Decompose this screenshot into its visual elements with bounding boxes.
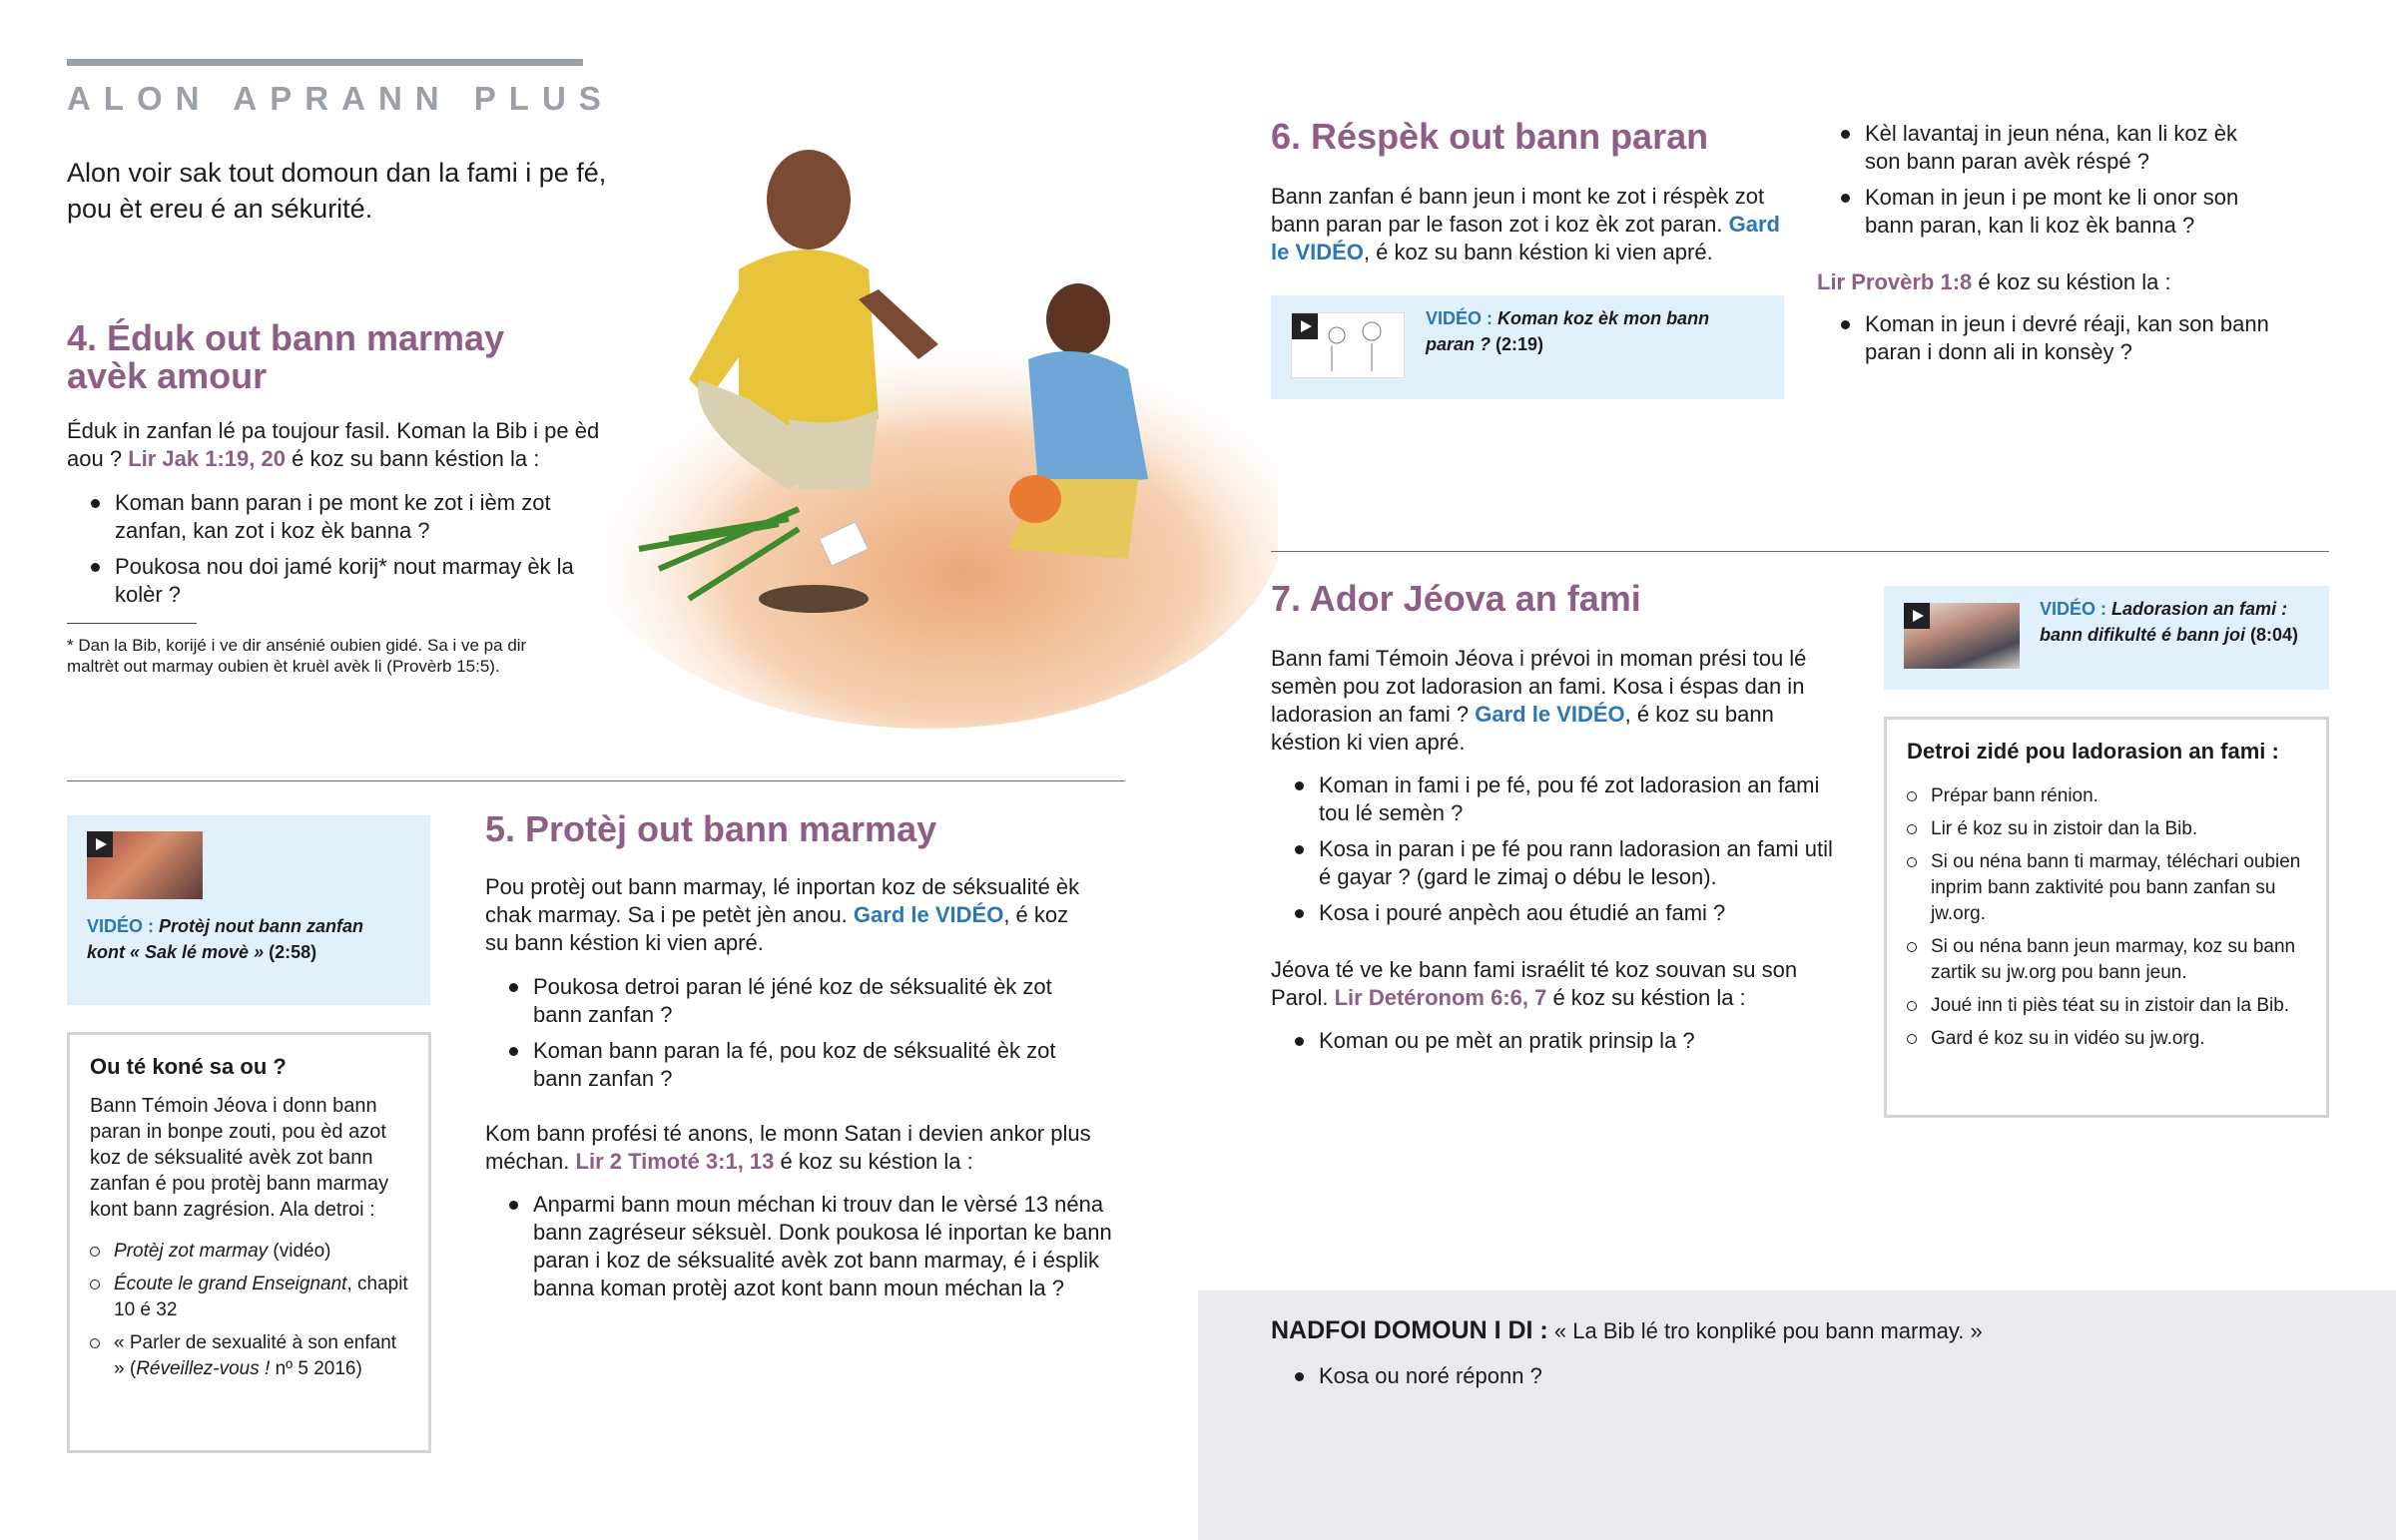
video-thumbnail[interactable] [1904, 603, 2020, 669]
section-4-title: 4. Éduk out bann marmay avèk amour [67, 317, 505, 396]
list-item: Kosa ou noré réponn ? [1271, 1362, 2070, 1390]
list-item: Koman in fami i pe fé, pou fé zot ladorasion an fami tou lé semèn ? [1271, 771, 1840, 827]
section-4-text-end: é koz su bann késtion la : [292, 446, 540, 471]
section-7-title: 7. Ador Jéova an fami [1271, 578, 1641, 619]
objection-panel [1198, 1290, 2396, 1540]
video-duration: (2:58) [269, 942, 317, 962]
list-item: Poukosa nou doi jamé korij* nout marmay èk la kolèr ? [67, 553, 586, 609]
list-item: Koman bann paran i pe mont ke zot i ièm zot zanfan, kan zot i koz èk banna ? [67, 489, 586, 545]
list-item: Joué inn ti piès téat su in zistoir dan la Bib. [1907, 993, 2306, 1019]
kicker-bar [67, 59, 583, 66]
list-item: « Parler de sexualité à son enfant » (Réveillez-vous ! nº 5 2016) [90, 1330, 408, 1382]
video-link[interactable]: Gard le VIDÉO [853, 902, 1004, 927]
box-title: Detroi zidé pou ladorasion an fami : [1907, 739, 2279, 764]
section-7-paragraph-2: Jéova té ve ke bann fami israélit té koz souvan su son Parol. Lir Detéronom 6:6, 7 é koz su késtion la : [1271, 957, 1798, 1010]
section-7-questions [1271, 771, 1840, 935]
section-5-questions [485, 973, 1084, 1101]
section-5-questions-2 [485, 1191, 1124, 1310]
section-6-questions [1817, 120, 2276, 248]
father-son-illustration [539, 130, 1278, 729]
list-item: Kosa in paran i pe fé pou rann ladorasion an fami util é gayar ? (gard le zimaj o débu le leson). [1271, 835, 1840, 891]
section-7-reference-link[interactable]: Lir Detéronom 6:6, 7 [1334, 985, 1547, 1010]
list-item: Écoute le grand Enseignant, chapit 10 é 32 [90, 1272, 408, 1323]
divider [67, 780, 1125, 781]
list-item: Koman in jeun i devré réaji, kan son bann paran i donn ali in konsèy ? [1817, 310, 2276, 366]
list-item: Koman ou pe mèt an pratik prinsip la ? [1271, 1027, 1840, 1055]
objection-quote: « La Bib lé tro konpliké pou bann marmay. » [1553, 1318, 1983, 1343]
play-icon[interactable] [87, 831, 113, 857]
list-item: Koman bann paran la fé, pou koz de séksualité èk zot bann zanfan ? [485, 1037, 1084, 1093]
video-card-respek[interactable] [1271, 295, 1784, 399]
box-text: Bann Témoin Jéova i donn bann paran in bonpe zouti, pou èd azot koz de séksualité avèk zot bann zanfan é pou protèj bann marmay kont bann zagrésion. Ala detroi : [90, 1095, 389, 1221]
video-label: VIDÉO : Koman koz èk mon bann paran ? (2:19) [1426, 308, 1710, 354]
play-icon[interactable] [1904, 603, 1930, 629]
list-item: Koman in jeun i pe mont ke li onor son bann paran, kan li koz èk banna ? [1817, 184, 2276, 240]
intro-text: Alon voir sak tout domoun dan la fami i pe fé, pou èt ereu é an sékurité. [67, 158, 607, 224]
list-item: Si ou néna bann ti marmay, téléchari oubien inprim bann zaktivité pou bann zanfan su jw.org. [1907, 849, 2306, 927]
section-4-reference-link[interactable]: Lir Jak 1:19, 20 [128, 446, 286, 471]
video-card-ladorasion[interactable] [1884, 586, 2329, 690]
video-thumbnail[interactable] [87, 831, 203, 899]
ideas-list [1907, 783, 2306, 1052]
kicker-title: ALON APRANN PLUS [67, 80, 614, 117]
objection-label: NADFOI DOMOUN I DI : [1271, 1316, 1548, 1344]
section-6-reference-line: Lir Provèrb 1:8 é koz su késtion la : [1817, 269, 2171, 294]
box-resource-list [90, 1239, 408, 1382]
section-4-text: Éduk in zanfan lé pa toujour fasil. Koman la Bib i pe èd aou ? [67, 418, 600, 471]
list-item: Protèj zot marmay (vidéo) [90, 1239, 408, 1265]
section-5-intro: Pou protèj out bann marmay, lé inportan koz de séksualité èk chak marmay. Sa i pe petèt jèn anou. Gard le VIDÉO, é koz su bann késtion ki vien apré. [485, 874, 1080, 955]
section-7-questions-2 [1271, 1027, 1840, 1063]
did-you-know-box [67, 1032, 431, 1453]
list-item: Kèl lavantaj in jeun néna, kan li koz èk son bann paran avèk réspé ? [1817, 120, 2276, 176]
video-title: Protèj nout bann zanfan kont « Sak lé movè » [87, 916, 364, 962]
objection-questions [1271, 1362, 2070, 1398]
footnote: * Dan la Bib, korijé i ve dir ansénié oubien gidé. Sa i ve pa dir maltrèt out marmay oubien èt kruèl avèk li (Provèrb 15:5). [67, 636, 527, 676]
box-title: Ou té koné sa ou ? [90, 1054, 287, 1079]
list-item: Lir é koz su in zistoir dan la Bib. [1907, 816, 2306, 842]
video-link[interactable]: Gard le VIDÉO [1475, 702, 1625, 727]
list-item: Anparmi bann moun méchan ki trouv dan le vèrsé 13 néna bann zagréseur séksuèl. Donk poukosa lé inportan ke bann paran i koz de séksualité avèk zot bann marmay, é i ésplik banna koman protèj azot kont bann moun méchan la ? [485, 1191, 1124, 1302]
family-worship-ideas-box [1884, 717, 2329, 1118]
section-4-questions [67, 489, 586, 617]
video-link[interactable]: Gard le VIDÉO [1271, 212, 1780, 264]
section-5-reference-link[interactable]: Lir 2 Timoté 3:1, 13 [575, 1149, 775, 1174]
list-item: Prépar bann rénion. [1907, 783, 2306, 809]
section-6-questions-2 [1817, 310, 2276, 374]
divider [1271, 551, 2329, 552]
video-card-protej[interactable] [67, 815, 430, 1005]
list-item: Poukosa detroi paran lé jéné koz de séksualité èk zot bann zanfan ? [485, 973, 1084, 1029]
list-item: Gard é koz su in vidéo su jw.org. [1907, 1026, 2306, 1052]
section-6-title: 6. Réspèk out bann paran [1271, 116, 1709, 157]
section-6-intro: Bann zanfan é bann jeun i mont ke zot i réspèk zot bann paran par le fason zot i koz èk zot paran. Gard le VIDÉO, é koz su bann késtion ki vien apré. [1271, 184, 1780, 264]
video-thumbnail[interactable] [1291, 312, 1405, 378]
list-item: Kosa i pouré anpèch aou étudié an fami ? [1271, 899, 1840, 927]
section-5-paragraph-2: Kom bann profési té anons, le monn Satan i devien ankor plus méchan. Lir 2 Timoté 3:1, 13 é koz su késtion la : [485, 1121, 1091, 1174]
section-6-reference-link[interactable]: Lir Provèrb 1:8 [1817, 269, 1973, 294]
section-7-intro: Bann fami Témoin Jéova i prévoi in moman prési tou lé semèn pou zot ladorasion an fami. Kosa i éspas dan in ladorasion an fami ? Gard le VIDÉO, é koz su bann késtion ki vien apré. [1271, 646, 1807, 755]
video-label: VIDÉO : Ladorasion an fami : bann difikulté é bann joi (8:04) [2040, 599, 2299, 645]
list-item: Si ou néna bann jeun marmay, koz su bann zartik su jw.org pou bann jeun. [1907, 934, 2306, 986]
section-5-title: 5. Protèj out bann marmay [485, 808, 937, 849]
footnote-rule [67, 623, 197, 624]
video-label [87, 913, 406, 965]
video-tag: VIDÉO : [87, 916, 155, 936]
section-4-intro [67, 417, 606, 473]
objection-line [1271, 1316, 2269, 1345]
